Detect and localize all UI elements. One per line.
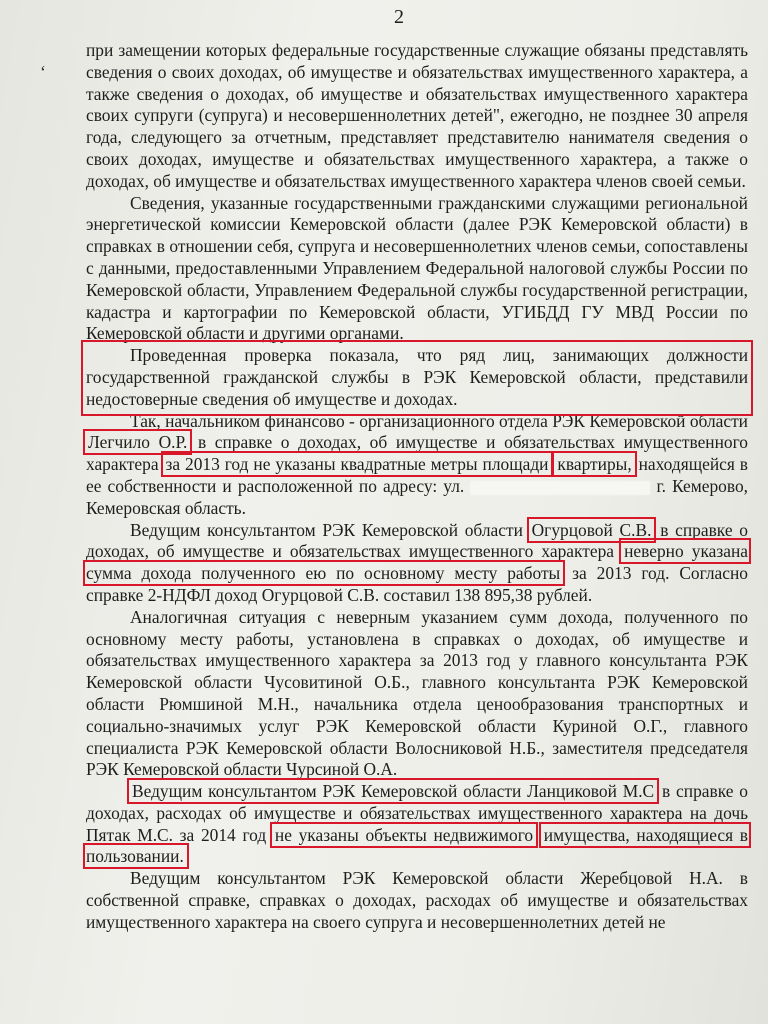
paragraph-zherebtsova: Ведущим консультантом РЭК Кемеровской области Жеребцовой Н.А. в собственной справке, справках о доходах, расходах об имуществе и обязательствах имущественного характера на своего супруга и несовершеннолетних детей не xyxy=(86,868,748,932)
text-segment: Ведущим консультантом РЭК Кемеровской области xyxy=(130,519,523,540)
highlighted-phrase-property-not-specified: не указаны объекты недвижимого xyxy=(274,824,534,845)
highlighted-phrase-area-not-specified: за 2013 год не указаны квадратные метры площади xyxy=(165,454,549,475)
paragraph-continuation: при замещении которых федеральные государственные служащие обязаны представлять сведения о своих доходах, об имуществе и обязательствах имущественного характера, а также сведения о доходах, об имуществе и обязательствах имущественного характера своих супруги (супруга) и несовершеннолетних детей", ежегодно, не позднее 30 апреля года, следующего за отчетным, представляет представителю нанимателя сведения о своих доходах, имуществе и обязательствах имущественного характера, а также о доходах, об имуществе и обязательствах имущественного характера членов своей семьи. xyxy=(86,40,748,191)
highlighted-word-apartment: квартиры, xyxy=(557,454,632,475)
paragraph-ogurtsova xyxy=(86,520,748,607)
highlighted-phrase-property-in-use: имущества, находящиеся в пользовании. xyxy=(86,824,748,867)
paragraph-lantsikova xyxy=(86,781,748,868)
paragraph-information-sources: Сведения, указанные государственными гражданскими служащими региональной энергетической комиссии Кемеровской области (далее РЭК Кемеровской области) в справках в отношении себя, супруга и несовершеннолетних членов семьи, сопоставлены с данными, предоставленными Управлением Федеральной налоговой службы России по Кемеровской области, Управлением Федеральной службы государственной регистрации, кадастра и картографии по Кемеровской области, УГИБДД ГУ МВД России по Кемеровской области и другими органами. xyxy=(86,192,748,344)
highlighted-name-ogurtsova: Огурцовой С.В. xyxy=(531,519,652,540)
redacted-address xyxy=(470,481,650,495)
text-segment: в справке о доходах, об имуществе и обязательствах имущественного характера xyxy=(86,432,748,475)
highlighted-phrase-income-incorrect: неверно указана сумма дохода полученного ею по основному месту работы xyxy=(86,541,748,584)
highlighted-paragraph-inspection-result: Проведенная проверка показала, что ряд лиц, занимающих должности государственной гражданской службы в РЭК Кемеровской области, представили недостоверные сведения об имуществе и доходах. xyxy=(86,345,748,409)
text-segment: г. Кемерово, Кемеровская область. xyxy=(86,475,748,518)
text-segment: за 2013 год. Согласно справке 2-НДФЛ доход Огурцовой С.В. составил 138 895,38 рублей. xyxy=(86,563,748,605)
text-segment: в справке о доходах, расходах об имуществе и обязательствах имущественного характера на дочь Пятак М.С. за 2014 год xyxy=(86,781,748,845)
paragraph-legchilo xyxy=(86,411,748,520)
highlighted-name-legchilo: Легчило О.Р. xyxy=(88,432,188,453)
text-segment: в справке о доходах, об имуществе и обязательствах имущественного характера xyxy=(86,519,748,562)
text-segment: Так, начальником финансово - организационного отдела РЭК Кемеровской области xyxy=(130,410,748,431)
margin-mark: ‘ xyxy=(40,62,46,82)
page-number: 2 xyxy=(394,6,404,28)
document-body xyxy=(86,40,748,934)
paragraph-similar-cases: Аналогичная ситуация с неверным указанием сумм дохода, полученного по основному месту работы, установлена в справках о доходах, об имуществе и обязательствах имущественного характера за 2013 год у главного консультанта РЭК Кемеровской области Чусовитиной О.Б., главного консультанта РЭК Кемеровской области Рюмшиной М.Н., начальника отдела ценообразования транспортных и социально-значимых услуг РЭК Кемеровской области Куриной О.Г., главного специалиста РЭК Кемеровской области Волосниковой Н.Б., заместителя председателя РЭК Кемеровской области Чурсиной О.А. xyxy=(86,606,748,780)
text-segment: находящейся в ее собственности и расположенной по адресу: ул. xyxy=(86,454,748,496)
highlighted-phrase-lantsikova: Ведущим консультантом РЭК Кемеровской области Ланциковой М.С xyxy=(132,781,655,802)
